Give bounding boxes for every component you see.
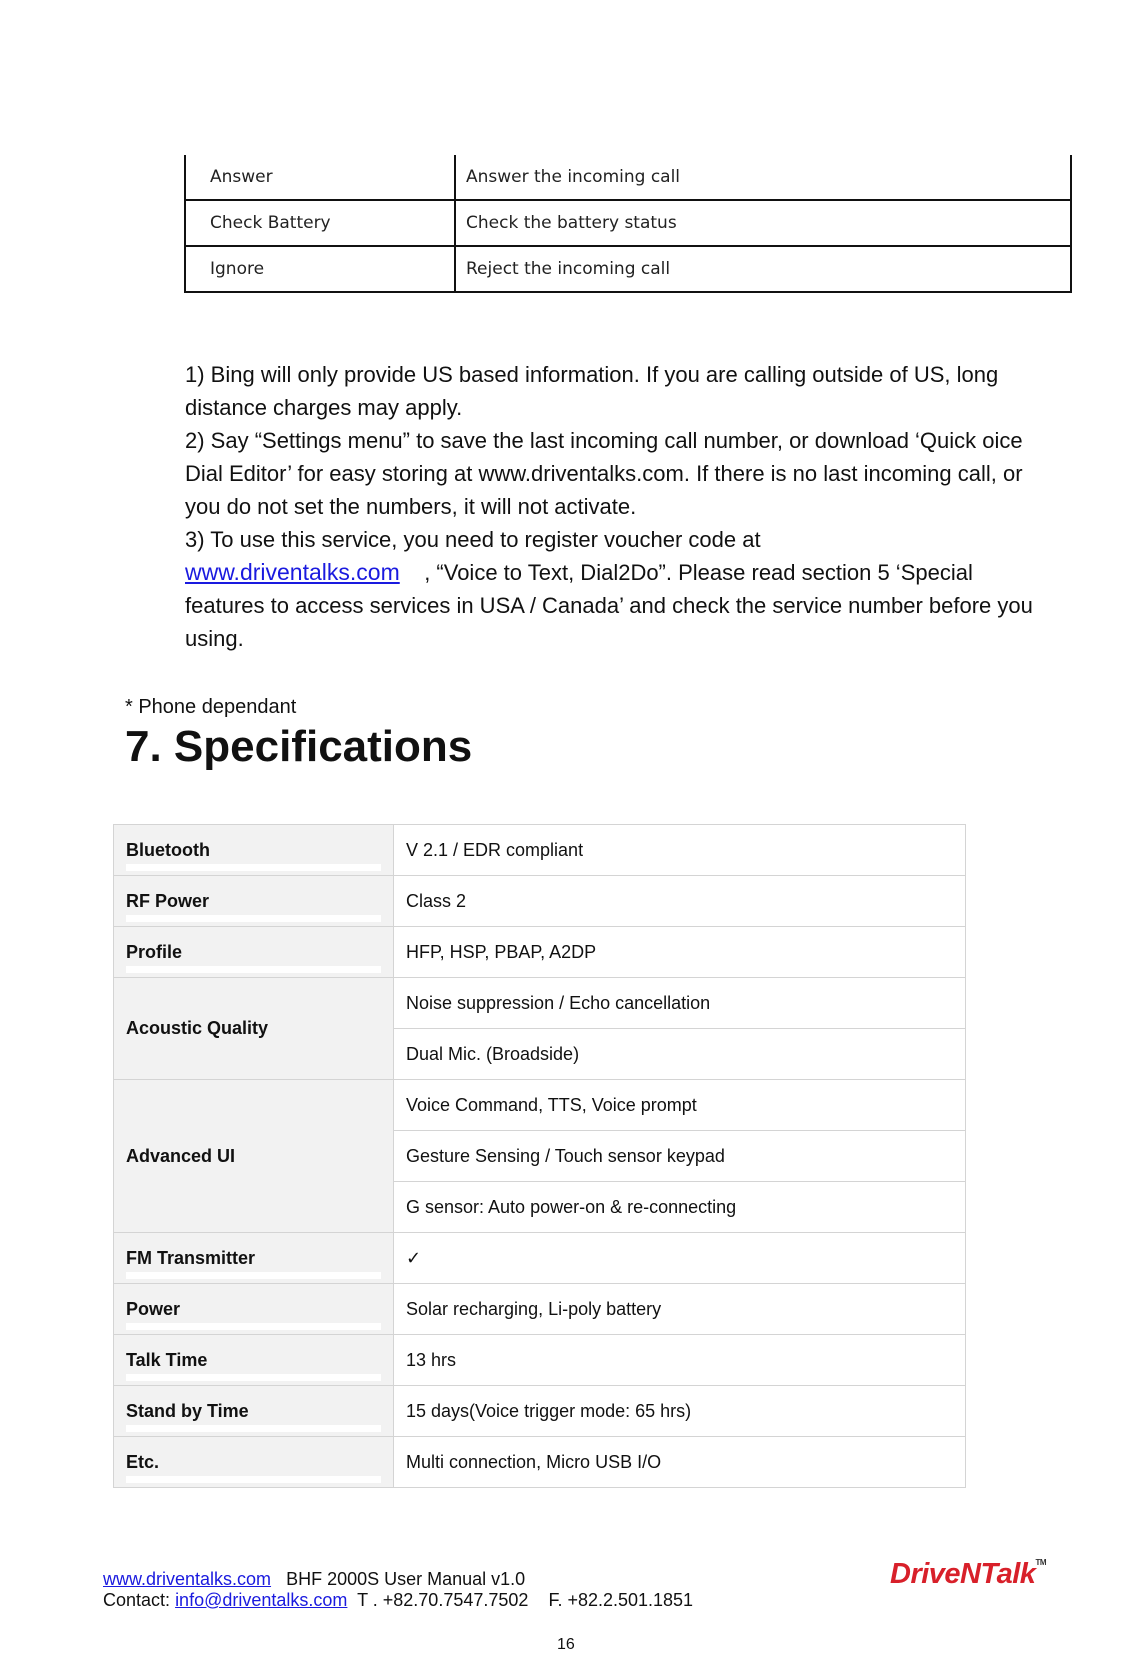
spec-value-power: Solar recharging, Li-poly battery	[394, 1284, 966, 1335]
spec-label-acoustic-quality: Acoustic Quality	[114, 978, 394, 1080]
note-3-rest: , “Voice to Text, Dial2Do”. Please read section 5 ‘Special features to access services in USA / Canada’ and check the service number before you using.	[185, 560, 1033, 651]
table-row	[114, 825, 966, 876]
command-action: Check Battery	[185, 200, 455, 246]
section-title: 7. Specifications	[125, 722, 473, 771]
checkmark-icon: ✓	[394, 1233, 966, 1284]
footer-website-link[interactable]: www.driventalks.com	[103, 1569, 272, 1589]
logo-text: DriveNTalk	[890, 1558, 1036, 1590]
table-row	[185, 246, 1071, 292]
footer-fax: F. +82.2.501.1851	[548, 1590, 694, 1610]
spec-value-advanced-ui: G sensor: Auto power-on & re-connecting	[394, 1182, 966, 1233]
spec-label-profile: Profile	[114, 927, 394, 978]
spec-label-standby-time: Stand by Time	[114, 1386, 394, 1437]
spec-label-fm-transmitter: FM Transmitter	[114, 1233, 394, 1284]
command-description: Check the battery status	[455, 200, 1071, 246]
spec-label-advanced-ui: Advanced UI	[114, 1080, 394, 1233]
footer-contact-label: Contact:	[103, 1590, 171, 1610]
phone-dependant-note: * Phone dependant	[125, 696, 297, 718]
spec-label-rf-power: RF Power	[114, 876, 394, 927]
spec-value-rf-power: Class 2	[394, 876, 966, 927]
spec-value-talk-time: 13 hrs	[394, 1335, 966, 1386]
table-row	[114, 1080, 966, 1131]
table-row	[114, 927, 966, 978]
footer-phone: T . +82.70.7547.7502	[357, 1590, 529, 1610]
table-row	[114, 1437, 966, 1488]
note-1: 1) Bing will only provide US based information. If you are calling outside of US, long distance charges may apply.	[185, 362, 999, 420]
table-row	[114, 1233, 966, 1284]
command-table	[184, 155, 1072, 293]
footnotes	[185, 358, 1045, 655]
table-row	[114, 1335, 966, 1386]
spec-value-profile: HFP, HSP, PBAP, A2DP	[394, 927, 966, 978]
table-row	[114, 876, 966, 927]
table-row	[185, 200, 1071, 246]
note-2: 2) Say “Settings menu” to save the last incoming call number, or download ‘Quick oice Dial Editor’ for easy storing at www.driventalks.com. If there is no last incoming call, or you do not set the numbers, it will not activate.	[185, 428, 1023, 519]
table-row	[185, 155, 1071, 200]
logo-tm: TM	[1035, 1558, 1046, 1567]
command-description: Reject the incoming call	[455, 246, 1071, 292]
spec-value-etc: Multi connection, Micro USB I/O	[394, 1437, 966, 1488]
spec-value-advanced-ui: Gesture Sensing / Touch sensor keypad	[394, 1131, 966, 1182]
footer-line-1	[103, 1569, 525, 1590]
spec-value-advanced-ui: Voice Command, TTS, Voice prompt	[394, 1080, 966, 1131]
footer-line-2	[103, 1590, 693, 1611]
footer-email-link[interactable]: info@driventalks.com	[175, 1590, 348, 1610]
spec-label-bluetooth: Bluetooth	[114, 825, 394, 876]
spec-label-talk-time: Talk Time	[114, 1335, 394, 1386]
page-number: 16	[557, 1636, 575, 1653]
drivental-logo	[890, 1558, 1046, 1591]
spec-value-acoustic-quality: Dual Mic. (Broadside)	[394, 1029, 966, 1080]
spec-value-standby-time: 15 days(Voice trigger mode: 65 hrs)	[394, 1386, 966, 1437]
footer-manual-title: BHF 2000S User Manual v1.0	[286, 1569, 526, 1589]
spec-value-acoustic-quality: Noise suppression / Echo cancellation	[394, 978, 966, 1029]
spec-value-bluetooth: V 2.1 / EDR compliant	[394, 825, 966, 876]
note-3-intro: 3) To use this service, you need to register voucher code at	[185, 527, 761, 552]
command-description: Answer the incoming call	[455, 155, 1071, 200]
spec-label-power: Power	[114, 1284, 394, 1335]
website-link[interactable]: www.driventalks.com	[185, 559, 400, 585]
note-3	[185, 556, 1045, 655]
command-action: Answer	[185, 155, 455, 200]
table-row	[114, 1284, 966, 1335]
table-row	[114, 978, 966, 1029]
spec-label-etc: Etc.	[114, 1437, 394, 1488]
command-action: Ignore	[185, 246, 455, 292]
table-row	[114, 1386, 966, 1437]
specifications-table	[113, 824, 966, 1488]
